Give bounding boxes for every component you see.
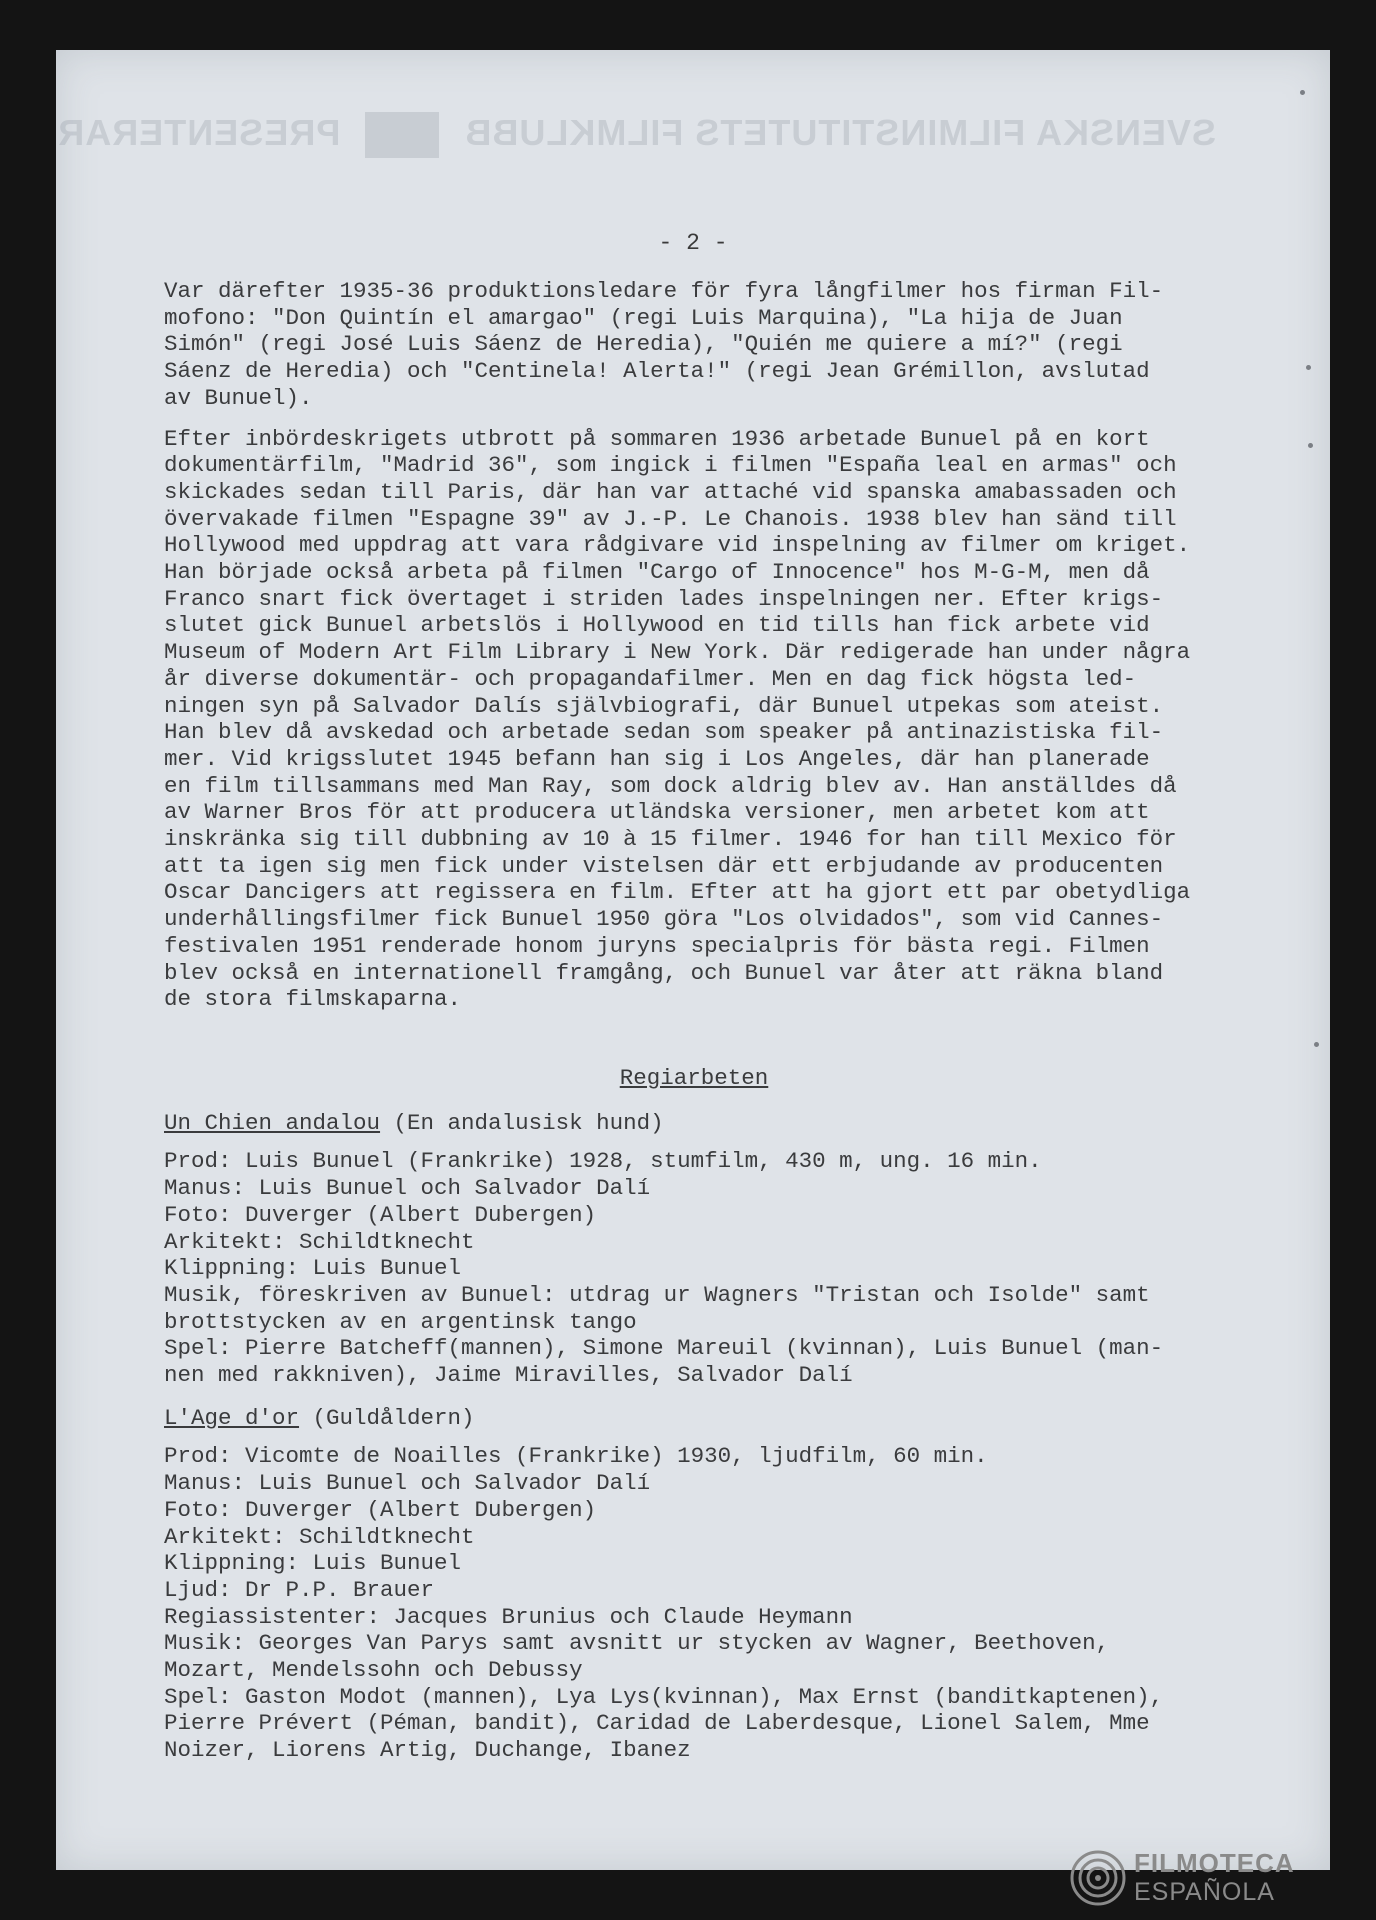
letterhead-left-text: SVENSKA FILMINSTITUTETS FILMKLUBB	[464, 112, 1216, 153]
credit-line: Musik: Georges Van Parys samt avsnitt ur stycken av Wagner, Beethoven,	[164, 1630, 1110, 1657]
text-line: mer. Vid krigsslutet 1945 befann han sig i Los Angeles, där han planerade	[164, 745, 1150, 772]
text-line: Oscar Dancigers att regissera en film. Efter att ha gjort ett par obetydliga	[164, 879, 1191, 906]
paragraph	[164, 278, 1224, 412]
text-line: av Bunuel).	[164, 384, 313, 411]
film-entry	[164, 1110, 1224, 1389]
text-line: blev också en internationell framgång, och Bunuel var åter att räkna bland	[164, 959, 1164, 986]
letterhead-logo-icon	[365, 112, 439, 158]
watermark-text	[1134, 1849, 1295, 1907]
text-line: Han började också arbeta på filmen "Cargo of Innocence" hos M-G-M, men då	[164, 559, 1150, 586]
text-line: de stora filmskaparna.	[164, 986, 462, 1013]
document-body	[164, 278, 1224, 1780]
text-line: inskränka sig till dubbning av 10 à 15 filmer. 1946 for han till Mexico för	[164, 826, 1177, 853]
margin-mark	[1308, 443, 1313, 448]
text-line: ningen syn på Salvador Dalís självbiografi, där Bunuel utpekas som ateist.	[164, 692, 1164, 719]
text-line: skickades sedan till Paris, där han var attaché vid spanska amabassaden och	[164, 478, 1177, 505]
text-line: dokumentärfilm, "Madrid 36", som ingick i filmen "España leal en armas" och	[164, 452, 1177, 479]
text-line: slutet gick Bunuel arbetslös i Hollywood en tid tills han fick arbete vid	[164, 612, 1150, 639]
letterhead-show-through	[57, 112, 1216, 158]
filmography-section	[164, 1110, 1224, 1764]
credit-line: Noizer, Liorens Artig, Duchange, Ibanez	[164, 1737, 691, 1764]
film-entry	[164, 1405, 1224, 1764]
credit-line: Musik, föreskriven av Bunuel: utdrag ur Wagners "Tristan och Isolde" samt	[164, 1281, 1150, 1308]
margin-mark	[1314, 1042, 1319, 1047]
filmoteca-watermark	[1068, 1848, 1295, 1908]
text-line: mofono: "Don Quintín el amargao" (regi Luis Marquina), "La hija de Juan	[164, 304, 1123, 331]
paragraph	[164, 426, 1224, 1013]
text-line: övervakade filmen "Espagne 39" av J.-P. Le Chanois. 1938 blev han sänd till	[164, 505, 1177, 532]
credit-line: Ljud: Dr P.P. Brauer	[164, 1576, 435, 1603]
credit-line: Klippning: Luis Bunuel	[164, 1255, 462, 1282]
film-title: Un Chien andalou	[164, 1109, 381, 1136]
credit-line: Pierre Prévert (Péman, bandit), Caridad de Laberdesque, Lionel Salem, Mme	[164, 1710, 1150, 1737]
text-line: Var därefter 1935-36 produktionsledare för fyra långfilmer hos firman Fil-	[164, 278, 1164, 304]
film-title: L'Age d'or	[164, 1404, 300, 1431]
credit-line: Prod: Luis Bunuel (Frankrike) 1928, stumfilm, 430 m, ung. 16 min.	[164, 1148, 1042, 1175]
credit-line: Spel: Pierre Batcheff(mannen), Simone Mareuil (kvinnan), Luis Bunuel (man-	[164, 1335, 1164, 1362]
credit-line: Foto: Duverger (Albert Dubergen)	[164, 1496, 597, 1523]
text-line: Efter inbördeskrigets utbrott på sommaren 1936 arbetade Bunuel på en kort	[164, 425, 1150, 452]
credit-line: nen med rakkniven), Jaime Miravilles, Salvador Dalí	[164, 1362, 853, 1389]
margin-mark	[1306, 365, 1311, 370]
credit-line: brottstycken av en argentinsk tango	[164, 1308, 637, 1335]
text-line: Hollywood med uppdrag att vara rådgivare vid inspelning av filmer om kriget.	[164, 532, 1191, 559]
film-subtitle: (Guldåldern)	[299, 1404, 475, 1431]
credit-line: Foto: Duverger (Albert Dubergen)	[164, 1201, 597, 1228]
credit-line: Spel: Gaston Modot (mannen), Lya Lys(kvinnan), Max Ernst (banditkaptenen),	[164, 1683, 1164, 1710]
credit-line: Klippning: Luis Bunuel	[164, 1550, 462, 1577]
text-line: att ta igen sig men fick under vistelsen där ett erbjudande av producenten	[164, 852, 1164, 879]
biography-section	[164, 278, 1224, 1013]
film-heading	[164, 1405, 1224, 1432]
film-credits	[164, 1148, 1224, 1388]
text-line: Museum of Modern Art Film Library i New York. Där redigerade han under några	[164, 639, 1191, 666]
credit-line: Regiassistenter: Jacques Brunius och Claude Heymann	[164, 1603, 853, 1630]
text-line: Simón" (regi José Luis Sáenz de Heredia), "Quién me quiere a mí?" (regi	[164, 331, 1123, 358]
film-subtitle: (En andalusisk hund)	[380, 1109, 664, 1136]
margin-mark	[1300, 90, 1305, 95]
credit-line: Arkitekt: Schildtknecht	[164, 1523, 475, 1550]
watermark-line-1: FILMOTECA	[1134, 1848, 1295, 1878]
text-line: år diverse dokumentär- och propagandafilmer. Men en dag fick högsta led-	[164, 665, 1137, 692]
credit-line: Arkitekt: Schildtknecht	[164, 1228, 475, 1255]
text-line: en film tillsammans med Man Ray, som dock aldrig blev av. Han anställdes då	[164, 772, 1177, 799]
letterhead-right-text: PRESENTERAR	[57, 112, 341, 153]
section-title: Regiarbeten	[619, 1064, 769, 1091]
text-line: Franco snart fick övertaget i striden lades inspelningen ner. Efter krigs-	[164, 585, 1164, 612]
credit-line: Prod: Vicomte de Noailles (Frankrike) 1930, ljudfilm, 60 min.	[164, 1443, 988, 1470]
credit-line: Mozart, Mendelssohn och Debussy	[164, 1657, 583, 1684]
credit-line: Manus: Luis Bunuel och Salvador Dalí	[164, 1175, 651, 1202]
text-line: Sáenz de Heredia) och "Centinela! Alerta!" (regi Jean Grémillon, avslutad	[164, 358, 1150, 385]
page-number: - 2 -	[658, 230, 728, 256]
document-page	[56, 50, 1330, 1870]
text-line: festivalen 1951 renderade honom juryns specialpris för bästa regi. Filmen	[164, 932, 1150, 959]
film-heading	[164, 1110, 1224, 1137]
text-line: Han blev då avskedad och arbetade sedan som speaker på antinazistiska fil-	[164, 719, 1164, 746]
spiral-logo-icon	[1068, 1848, 1128, 1908]
text-line: underhållingsfilmer fick Bunuel 1950 göra "Los olvidados", som vid Cannes-	[164, 906, 1164, 933]
credit-line: Manus: Luis Bunuel och Salvador Dalí	[164, 1470, 651, 1497]
text-line: av Warner Bros för att producera utländska versioner, men arbetet kom att	[164, 799, 1150, 826]
watermark-line-2: ESPAÑOLA	[1134, 1878, 1275, 1906]
film-credits	[164, 1443, 1224, 1763]
